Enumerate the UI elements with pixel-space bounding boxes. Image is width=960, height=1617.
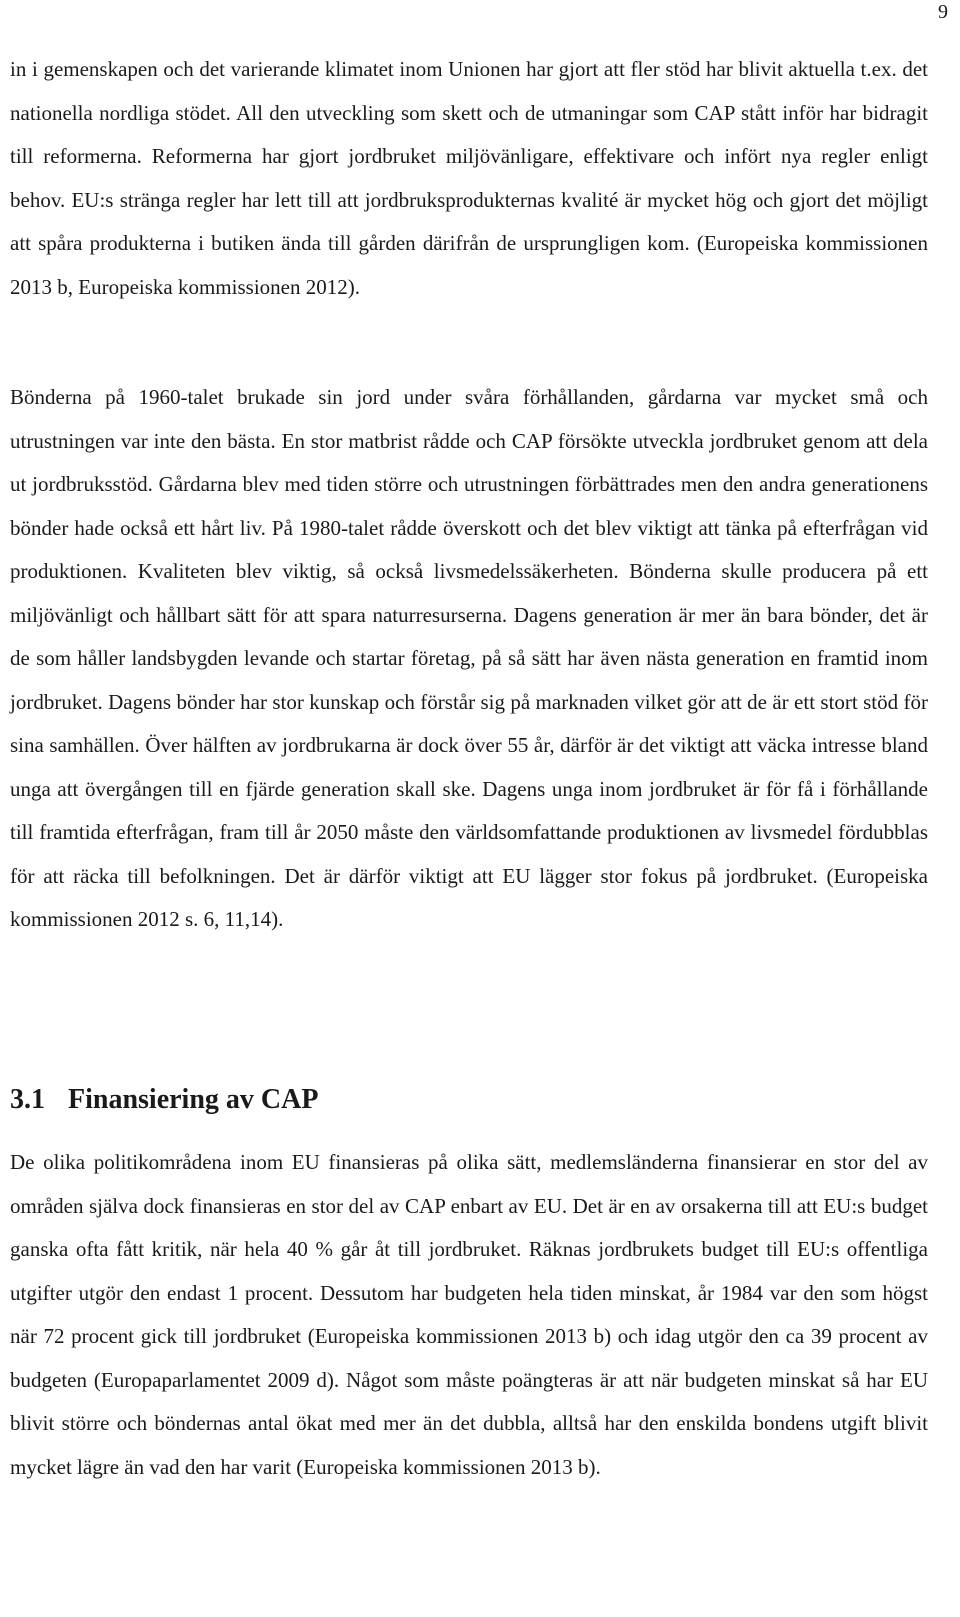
page-number: 9 [938, 1, 948, 23]
body-paragraph-2-container [10, 376, 928, 942]
section-title: Finansiering av CAP [68, 1084, 319, 1115]
body-paragraph-3-container [10, 1141, 928, 1489]
section-heading [10, 1080, 318, 1120]
body-paragraph-1-container [10, 48, 928, 309]
body-paragraph-3: De olika politikområdena inom EU finansieras på olika sätt, medlemsländerna finansierar en stor del av områden själva dock finansieras en stor del av CAP enbart av EU. Det är en av orsakerna till att EU:s budget ganska ofta fått kritik, när hela 40 % går åt till jordbruket. Räknas jordbrukets budget till EU:s offentliga utgifter utgör den endast 1 procent. Dessutom har budgeten hela tiden minskat, år 1984 var den som högst när 72 procent gick till jordbruket (Europeiska kommissionen 2013 b) och idag utgör den ca 39 procent av budgeten (Europaparlamentet 2009 d). Något som måste poängteras är att när budgeten minskat så har EU blivit större och böndernas antal ökat med mer än det dubbla, alltså har den enskilda bondens utgift blivit mycket lägre än vad den har varit (Europeiska kommissionen 2013 b). [10, 1150, 928, 1479]
body-paragraph-1: in i gemenskapen och det varierande klimatet inom Unionen har gjort att fler stöd har blivit aktuella t.ex. det nationella nordliga stödet. All den utveckling som skett och de utmaningar som CAP stått inför har bidragit till reformerna. Reformerna har gjort jordbruket miljövänligare, effektivare och infört nya regler enligt behov. EU:s stränga regler har lett till att jordbruksprodukternas kvalité är mycket hög och gjort det möjligt att spåra produkterna i butiken ända till gården därifrån de ursprungligen kom. (Europeiska kommissionen 2013 b, Europeiska kommissionen 2012). [10, 57, 928, 299]
body-paragraph-2: Bönderna på 1960-talet brukade sin jord under svåra förhållanden, gårdarna var mycket små och utrustningen var inte den bästa. En stor matbrist rådde och CAP försökte utveckla jordbruket genom att dela ut jordbruksstöd. Gårdarna blev med tiden större och utrustningen förbättrades men den andra generationens bönder hade också ett hårt liv. På 1980-talet rådde överskott och det blev viktigt att tänka på efterfrågan vid produktionen. Kvaliteten blev viktig, så också livsmedelssäkerheten. Bönderna skulle producera på ett miljövänligt och hållbart sätt för att spara naturresurserna. Dagens generation är mer än bara bönder, det är de som håller landsbygden levande och startar företag, på så sätt har även nästa generation en framtid inom jordbruket. Dagens bönder har stor kunskap och förstår sig på marknaden vilket gör att de är ett stort stöd för sina samhällen. Över hälften av jordbrukarna är dock över 55 år, därför är det viktigt att väcka intresse bland unga att övergången till en fjärde generation skall ske. Dagens unga inom jordbruket är för få i förhållande till framtida efterfrågan, fram till år 2050 måste den världsomfattande produktionen av livsmedel fördubblas för att räcka till befolkningen. Det är därför viktigt att EU lägger stor fokus på jordbruket. (Europeiska kommissionen 2012 s. 6, 11,14). [10, 385, 928, 931]
section-number: 3.1 [10, 1084, 45, 1115]
